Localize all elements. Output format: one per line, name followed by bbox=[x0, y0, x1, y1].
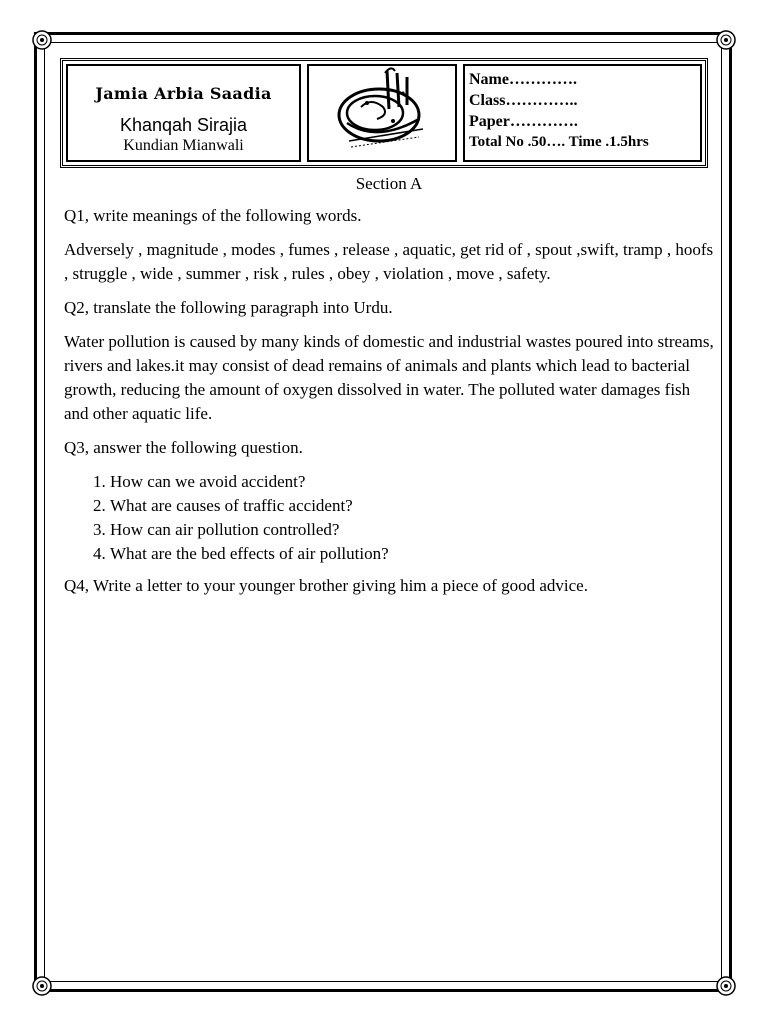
question-1-words: Adversely , magnitude , modes , fumes , release , aquatic, get rid of , spout ,swift, tramp , hoofs , struggle , wide , summer , risk , rules , obey , violation , move , safety. bbox=[64, 240, 714, 283]
section-title: Section A bbox=[355, 174, 423, 193]
total-time-field: Total No .50…. Time .1.5hrs bbox=[469, 134, 649, 150]
paper-field[interactable]: Paper…………. bbox=[469, 113, 578, 130]
school-subtitle: Khanqah Sirajia bbox=[119, 115, 248, 135]
question-2-paragraph: Water pollution is caused by many kinds of domestic and industrial wastes poured into streams, rivers and lakes.it may consist of dead remains of animals and plants which lead to bacterial growth, reducing the amount of oxygen dissolved in water. The polluted water damages fish and other aquatic life. bbox=[64, 332, 714, 423]
student-fields bbox=[463, 64, 702, 162]
question-3-list bbox=[64, 470, 714, 566]
school-name: Jamia Arbia Saadia bbox=[95, 84, 272, 103]
exam-content bbox=[64, 172, 714, 608]
question-3: Q3, answer the following question. bbox=[64, 438, 303, 457]
corner-ornament-icon bbox=[715, 29, 737, 51]
exam-header bbox=[60, 58, 708, 168]
corner-ornament-icon bbox=[31, 975, 53, 997]
calligraphy-seal-icon bbox=[327, 63, 437, 163]
question-4: Q4, Write a letter to your younger brother giving him a piece of good advice. bbox=[64, 576, 588, 595]
list-item: 4. What are the bed effects of air pollution? bbox=[110, 542, 714, 566]
question-1: Q1, write meanings of the following words. bbox=[64, 206, 362, 225]
corner-ornament-icon bbox=[715, 975, 737, 997]
list-item: 1. How can we avoid accident? bbox=[110, 470, 714, 494]
question-2: Q2, translate the following paragraph into Urdu. bbox=[64, 298, 393, 317]
list-item: 2. What are causes of traffic accident? bbox=[110, 494, 714, 518]
school-logo bbox=[307, 64, 457, 162]
class-field[interactable]: Class………….. bbox=[469, 92, 578, 109]
list-item: 3. How can air pollution controlled? bbox=[110, 518, 714, 542]
name-field[interactable]: Name…………. bbox=[469, 71, 577, 88]
school-info bbox=[66, 64, 301, 162]
corner-ornament-icon bbox=[31, 29, 53, 51]
school-location: Kundian Mianwali bbox=[123, 137, 244, 154]
